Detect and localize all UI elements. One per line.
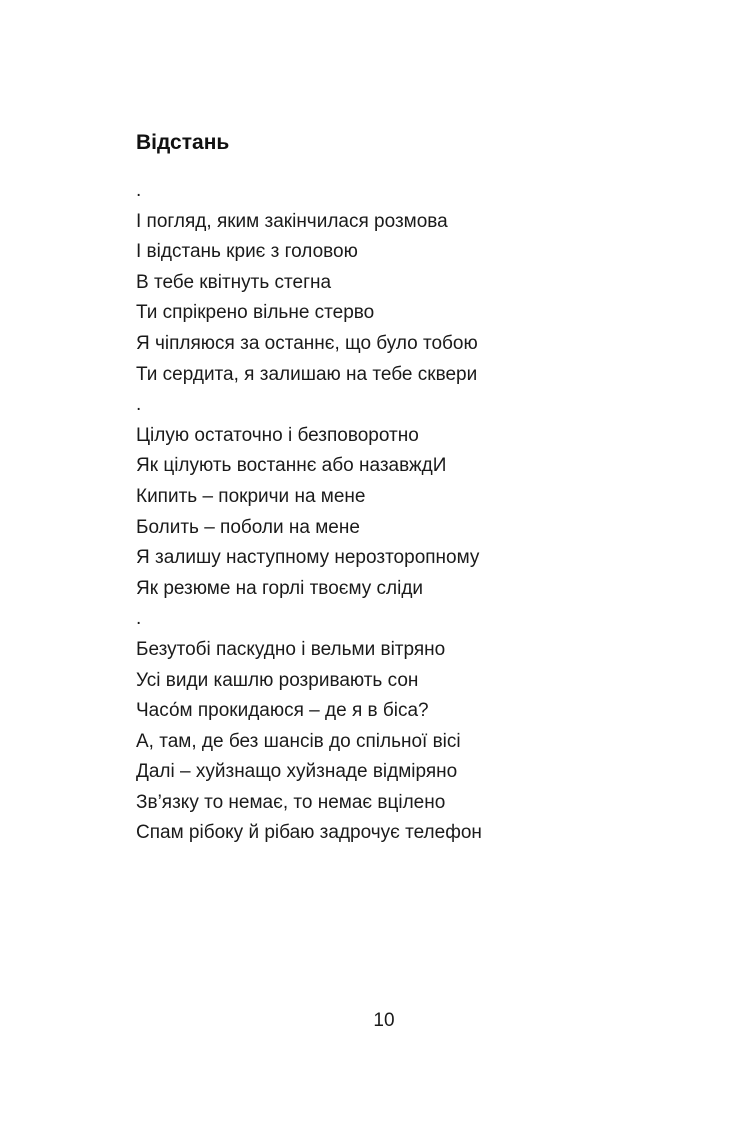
poem-line: Болить – поболи на мене — [136, 516, 360, 538]
poem-line: Я чіпляюся за останнє, що було тобою — [136, 332, 478, 354]
poem-line: Як цілують востаннє або назавждИ — [136, 455, 447, 477]
poem-line: Часо́м прокидаюся – де я в біса? — [136, 700, 429, 722]
poem-line: . — [136, 180, 142, 201]
poem-line: А, там, де без шансів до спільної вісі — [136, 730, 461, 752]
poem-body — [136, 176, 696, 849]
poem-line: . — [136, 608, 142, 630]
poem-line: Безутобі паскудно і вельми вітряно — [136, 638, 446, 660]
poem-line: . — [136, 394, 142, 416]
poem-line: Як резюме на горлі твоєму сліди — [136, 577, 424, 599]
poem-line: Кипить – покричи на мене — [136, 485, 366, 507]
poem-line: І погляд, яким закінчилася розмова — [136, 210, 448, 232]
poem-line: І відстань криє з головою — [136, 241, 358, 263]
poem-line: Далі – хуйзнащо хуйзнаде відміряно — [136, 761, 458, 783]
poem-line: В тебе квітнуть стегна — [136, 271, 332, 293]
poem-line: Ти сердита, я залишаю на тебе сквери — [136, 363, 478, 385]
poem-line: Спам рібоку й рібаю задрочує телефон — [136, 822, 482, 844]
poem-line: Зв’язку то немає, то немає вцілено — [136, 791, 446, 813]
poem-line: Усі види кашлю розривають сон — [136, 669, 419, 691]
poem-line: Ти спрікрено вільне стерво — [136, 302, 375, 324]
page-number: 10 — [373, 1010, 395, 1031]
poem-line: Я залишу наступному нерозторопному — [136, 547, 480, 569]
poem-line: Цілую остаточно і безповоротно — [136, 424, 419, 446]
poem-title: Відстань — [136, 131, 230, 154]
